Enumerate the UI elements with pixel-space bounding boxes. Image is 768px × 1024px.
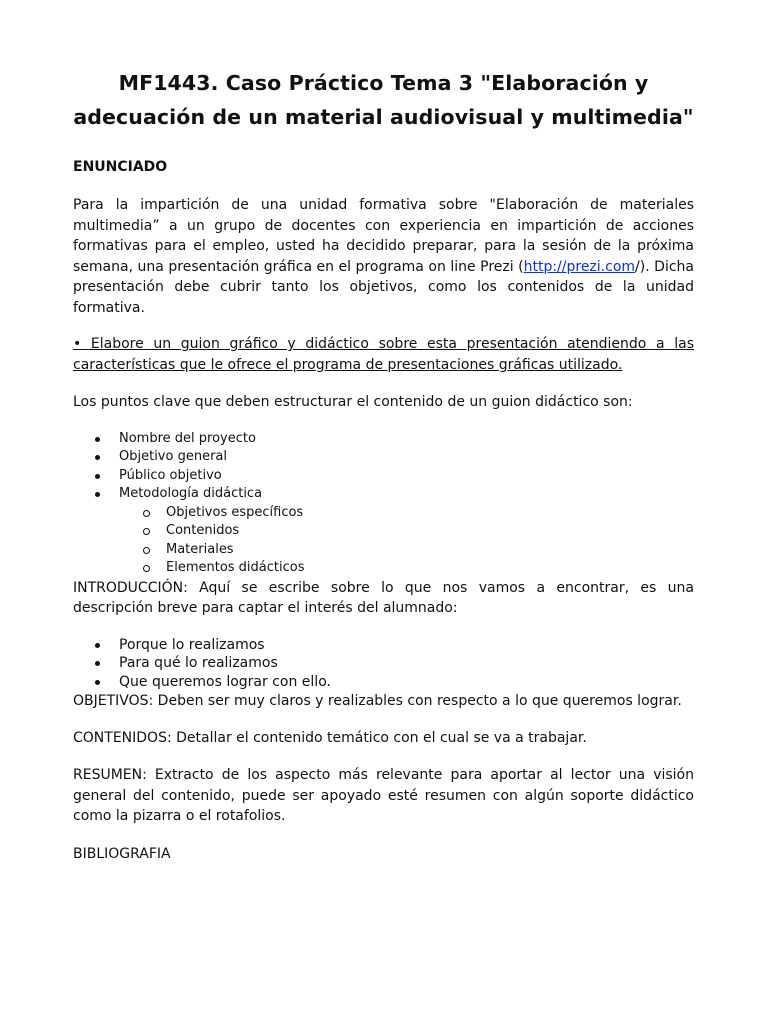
list-item-label: Objetivo general [119,449,227,464]
task-paragraph: • Elabore un guion gráfico y didáctico sobre esta presentación atendiendo a las características que le ofrece el programa de presentaciones gráficas utilizado. [73,336,694,373]
hollow-bullet-icon [143,565,150,572]
list-item-label: Para qué lo realizamos [119,655,278,671]
hollow-bullet-icon [143,547,150,554]
sub-list-item-label: Contenidos [166,523,240,538]
introduccion-list [73,636,694,692]
bullet-icon [95,661,100,666]
hollow-bullet-icon [143,528,150,535]
prezi-link[interactable]: http://prezi.com [523,258,636,275]
list-item-label: Nombre del proyecto [119,430,256,446]
sub-list-item-label: Materiales [166,541,234,557]
list-item [73,448,694,467]
key-points-list-first [73,430,694,449]
list-item [73,654,694,673]
list-item [73,636,694,655]
hollow-bullet-icon [143,510,150,517]
list-item [73,485,694,578]
intro-text-after-link: /). Dicha presentación debe cubrir tanto los objetivos, como los contenidos de la unidad formativa. [73,258,694,316]
list-item [73,673,694,692]
sub-list-item [73,504,694,523]
bullet-icon [95,437,100,442]
list-item-label: Público objetivo [119,467,222,483]
sub-list [73,504,694,578]
bibliografia-heading: BIBLIOGRAFIA [73,845,171,862]
sub-list-item [73,559,694,578]
bullet-icon [95,680,100,685]
document-title: MF1443. Caso Práctico Tema 3 "Elaboración y adecuación de un material audiovisual y multimedia" [73,71,694,129]
bullet-icon [95,492,100,497]
bullet-icon [95,643,100,648]
list-item-label: Que queremos lograr con ello. [119,673,331,690]
list-item [73,467,694,486]
sub-list-item-label: Elementos didácticos [166,560,305,575]
objetivos-paragraph: OBJETIVOS: Deben ser muy claros y realizables con respecto a lo que queremos lograr. [73,693,682,709]
contenidos-paragraph: CONTENIDOS: Detallar el contenido temático con el cual se va a trabajar. [73,729,587,746]
bullet-icon [95,455,100,460]
list-item [73,430,694,449]
sub-list-item [73,522,694,541]
intro-paragraph [73,195,694,318]
key-points-intro: Los puntos clave que deben estructurar el contenido de un guion didáctico son: [73,394,633,410]
list-item-label: Porque lo realizamos [119,636,265,653]
list-item-label: Metodología didáctica [119,486,263,501]
sub-list-item-label: Objetivos específicos [166,504,304,520]
introduccion-paragraph: INTRODUCCIÓN: Aquí se escribe sobre lo que nos vamos a encontrar, es una descripción breve para captar el interés del alumnado: [73,579,694,616]
intro-text-before-link: Para la impartición de una unidad formativa sobre "Elaboración de materiales multimedia” a un grupo de docentes con experiencia en impartición de acciones formativas para el empleo, usted ha decidido preparar, para la sesión de la próxima semana, una presentación gráfica en el programa on line Prezi ( [73,197,694,275]
key-points-list-second [73,448,694,578]
section-heading: ENUNCIADO [73,159,168,175]
sub-list-item [73,541,694,560]
bullet-icon [95,474,100,479]
resumen-paragraph: RESUMEN: Extracto de los aspecto más relevante para aportar al lector una visión general del contenido, puede ser apoyado esté resumen con algún soporte didáctico como la pizarra o el rotafolios. [73,767,694,824]
